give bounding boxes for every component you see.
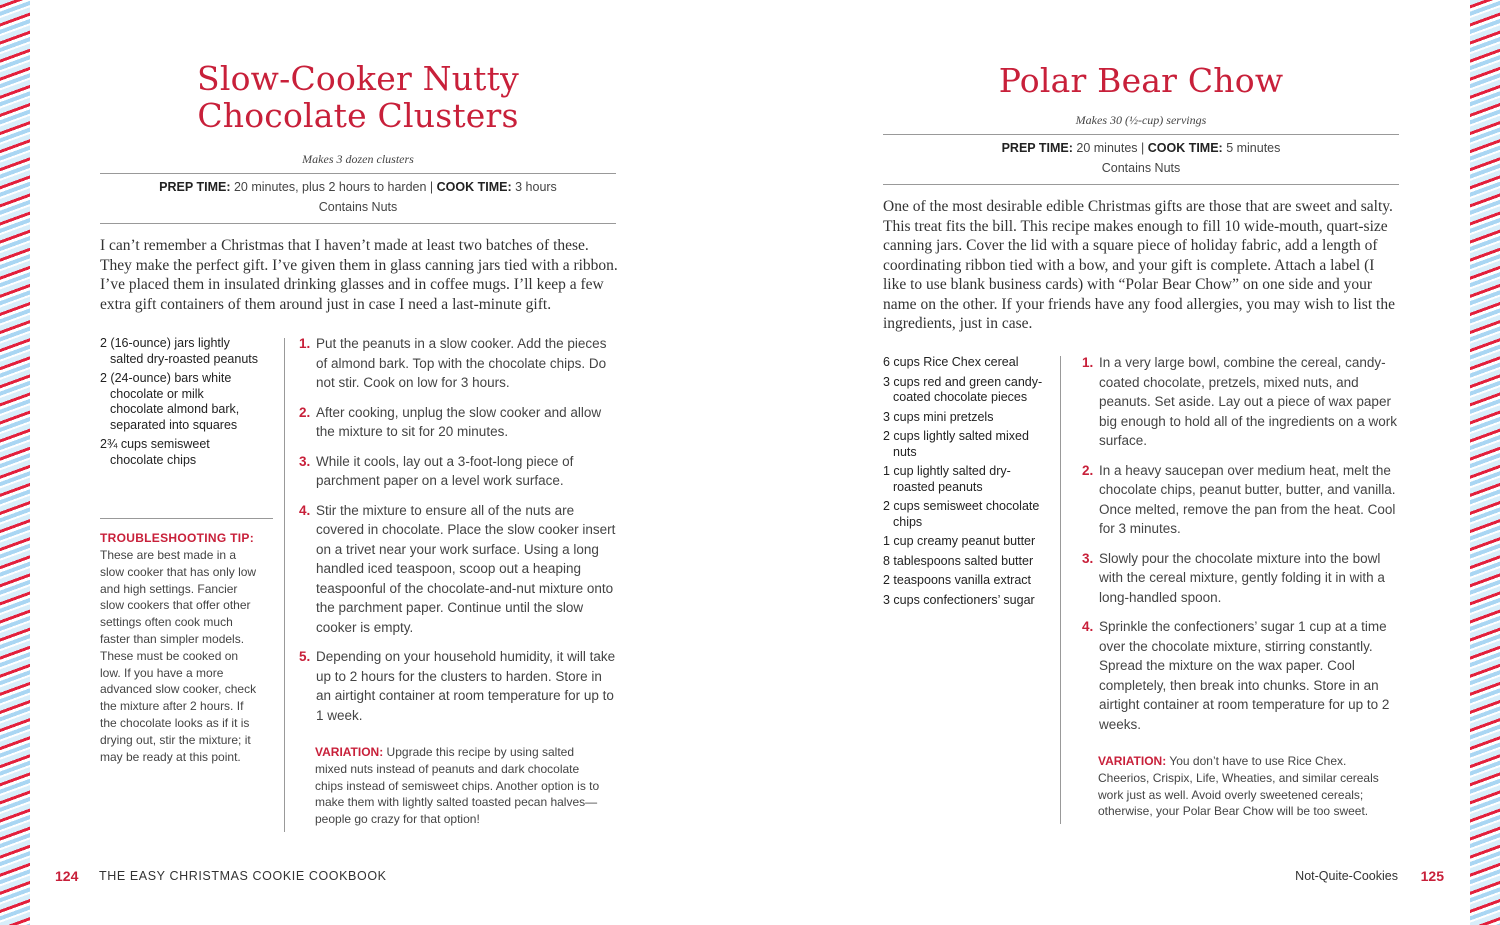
- recipe-title-text: Polar Bear Chow: [998, 61, 1284, 100]
- step-number: 3.: [299, 453, 311, 469]
- step-item: [1082, 549, 1398, 608]
- step-text: Put the peanuts in a slow cooker. Add the pieces of almond bark. Top with the chocolate chips. Do not stir. Cook on low for 3 hours.: [316, 336, 607, 390]
- step-number: 3.: [1082, 550, 1094, 566]
- cook-time-value: 5 minutes: [1222, 141, 1281, 155]
- ingredient-list: [883, 355, 1043, 612]
- right-page: [750, 0, 1500, 925]
- step-number: 2.: [299, 404, 311, 420]
- divider: [883, 184, 1399, 185]
- step-item: [299, 501, 616, 638]
- ingredient-item: 2 (24-ounce) bars white chocolate or milk chocolate almond bark, separated into squares: [100, 371, 240, 432]
- step-list: [299, 334, 616, 735]
- prep-time-value: 20 minutes, plus 2 hours to harden |: [230, 180, 437, 194]
- step-list: [1082, 353, 1398, 744]
- ingredient-item: 3 cups mini pretzels: [883, 409, 994, 424]
- step-text: While it cools, lay out a 3-foot-long piece of parchment paper on a level work surface.: [316, 453, 574, 488]
- step-number: 5.: [299, 649, 311, 664]
- prep-time-value: 20 minutes |: [1072, 141, 1148, 155]
- ingredient-item: 2¾ cups semisweet chocolate chips: [100, 437, 210, 467]
- prep-cook-times: [100, 180, 616, 194]
- prep-time-label: PREP TIME:: [1001, 141, 1073, 155]
- ingredient-item: 2 teaspoons vanilla extract: [883, 573, 1032, 587]
- variation-note: [1098, 753, 1398, 820]
- recipe-yield: Makes 3 dozen clusters: [302, 152, 414, 166]
- step-text: Depending on your household humidity, it will take up to 2 hours for the clusters to harden. Store in an airtight container at room temperature for up to 1 week.: [316, 649, 616, 723]
- step-number: 4.: [1082, 619, 1094, 634]
- recipe-intro: One of the most desirable edible Christmas gifts are those that are sweet and salty. This treat fits the bill. This recipe makes enough to fill 10 wide-mouth, quart-size canning jars. Cover the lid with a square piece of holiday fabric, add a length of coordinating ribbon tied with a bow, and your gift is complete. Attach a label (I like to use blank business cards) with “Polar Bear Chow” on one side and your name on the other. If your friends have any food allergies, you may wish to list the ingredients, just in case.: [883, 198, 1395, 332]
- allergen-note: Contains Nuts: [318, 200, 398, 214]
- page-number: 125: [1420, 868, 1444, 884]
- step-number: 4.: [299, 502, 311, 518]
- allergen-note: Contains Nuts: [1101, 161, 1181, 175]
- recipe-title-line2: Chocolate Clusters: [197, 96, 519, 135]
- step-item: [1082, 461, 1398, 539]
- recipe-intro: I can’t remember a Christmas that I haven’t made at least two batches of these. They make the perfect gift. I’ve given them in glass canning jars tied with a ribbon. I’ve placed them in insulated drinking glasses and in coffee mugs. I’ll keep a few extra gift containers of them around just in case I need a last-minute gift.: [100, 237, 618, 313]
- step-item: [1082, 353, 1398, 451]
- recipe-yield: Makes 30 (½-cup) servings: [1075, 113, 1207, 127]
- step-number: 1.: [299, 336, 311, 351]
- step-item: [299, 452, 616, 491]
- step-number: 2.: [1082, 462, 1094, 478]
- step-text: Stir the mixture to ensure all of the nuts are covered in chocolate. Place the slow cooker insert on a trivet near your work surface. Using a long handled iced teaspoon, scoop out a heaping teaspoonful of the chocolate-and-nut mixture onto the parchment paper. Continue until the slow cooker is empty.: [316, 502, 616, 635]
- recipe-title-line1: Slow-Cooker Nutty: [197, 59, 519, 98]
- cook-time-label: COOK TIME:: [436, 180, 512, 194]
- step-text: In a heavy saucepan over medium heat, melt the chocolate chips, peanut butter, butter, and vanilla. Once melted, remove the pan from the heat. Cool for 3 minutes.: [1099, 462, 1396, 536]
- variation-text: Upgrade this recipe by using salted mixed nuts instead of peanuts and dark chocolate chips instead of semisweet chips. Another option is to make them with lightly salted toasted pecan halves—people go crazy for that option!: [315, 745, 600, 827]
- tip-title: TROUBLESHOOTING TIP:: [100, 531, 254, 545]
- ingredient-item: 6 cups Rice Chex cereal: [883, 355, 1019, 369]
- divider: [883, 134, 1399, 135]
- ingredient-item: 1 cup lightly salted dry-roasted peanuts: [883, 464, 1011, 494]
- running-head: THE EASY CHRISTMAS COOKIE COOKBOOK: [99, 869, 387, 883]
- step-item: [1082, 617, 1398, 734]
- step-number: 1.: [1082, 355, 1094, 370]
- page-number: 124: [55, 868, 79, 884]
- ingredient-item: 8 tablespoons salted butter: [883, 553, 1034, 568]
- variation-text: You don’t have to use Rice Chex. Cheerios, Crispix, Life, Wheaties, and similar cereals work just as well. Avoid overly sweetened cereals; otherwise, your Polar Bear Chow will be too sweet.: [1098, 754, 1379, 819]
- step-text: Slowly pour the chocolate mixture into the bowl with the cereal mixture, gently folding it in with a long-handled spoon.: [1099, 550, 1385, 605]
- step-item: [299, 403, 616, 442]
- running-head: Not-Quite-Cookies: [1295, 869, 1398, 883]
- ingredient-list: [100, 336, 260, 472]
- prep-time-label: PREP TIME:: [159, 180, 231, 194]
- tip-body: These are best made in a slow cooker that has only low and high settings. Fancier slow cookers that offer other settings often cook much faster than simpler models. These must be cooked on low. If you have a more advanced slow cooker, check the mixture after 2 hours. If the chocolate looks as if it is drying out, stir the mixture; it may be ready at this point.: [100, 548, 257, 764]
- variation-note: [315, 744, 605, 828]
- column-divider: [284, 338, 285, 832]
- ingredient-item: 3 cups confectioners’ sugar: [883, 592, 1035, 607]
- recipe-title: [100, 60, 616, 134]
- step-item: [299, 334, 616, 393]
- divider: [100, 173, 616, 174]
- step-item: [299, 647, 616, 725]
- recipe-title: [883, 62, 1399, 99]
- ingredient-item: 2 cups lightly salted mixed nuts: [883, 429, 1029, 459]
- step-text: After cooking, unplug the slow cooker and allow the mixture to sit for 20 minutes.: [316, 404, 602, 439]
- variation-label: VARIATION:: [1098, 754, 1167, 768]
- divider: [100, 518, 273, 519]
- cook-time-label: COOK TIME:: [1147, 141, 1223, 155]
- prep-cook-times: [883, 141, 1399, 155]
- ingredient-item: 2 (16-ounce) jars lightly salted dry-roasted peanuts: [100, 336, 259, 366]
- ingredient-item: 2 cups semisweet chocolate chips: [883, 499, 1040, 529]
- variation-label: VARIATION:: [315, 745, 384, 759]
- divider: [100, 223, 616, 224]
- step-text: In a very large bowl, combine the cereal, candy-coated chocolate, pretzels, mixed nuts, and peanuts. Set aside. Lay out a piece of wax paper big enough to hold all of the ingredients on a work surface.: [1099, 355, 1397, 448]
- cook-time-value: 3 hours: [511, 180, 557, 194]
- ingredient-item: 1 cup creamy peanut butter: [883, 534, 1036, 548]
- column-divider: [1060, 356, 1061, 824]
- step-text: Sprinkle the confectioners’ sugar 1 cup at a time over the chocolate mixture, stirring constantly. Spread the mixture on the wax paper. Cool completely, then break into chunks. Store in an airtight container at room temperature for up to 2 weeks.: [1099, 619, 1390, 732]
- ingredient-item: 3 cups red and green candy-coated chocolate pieces: [883, 374, 1043, 404]
